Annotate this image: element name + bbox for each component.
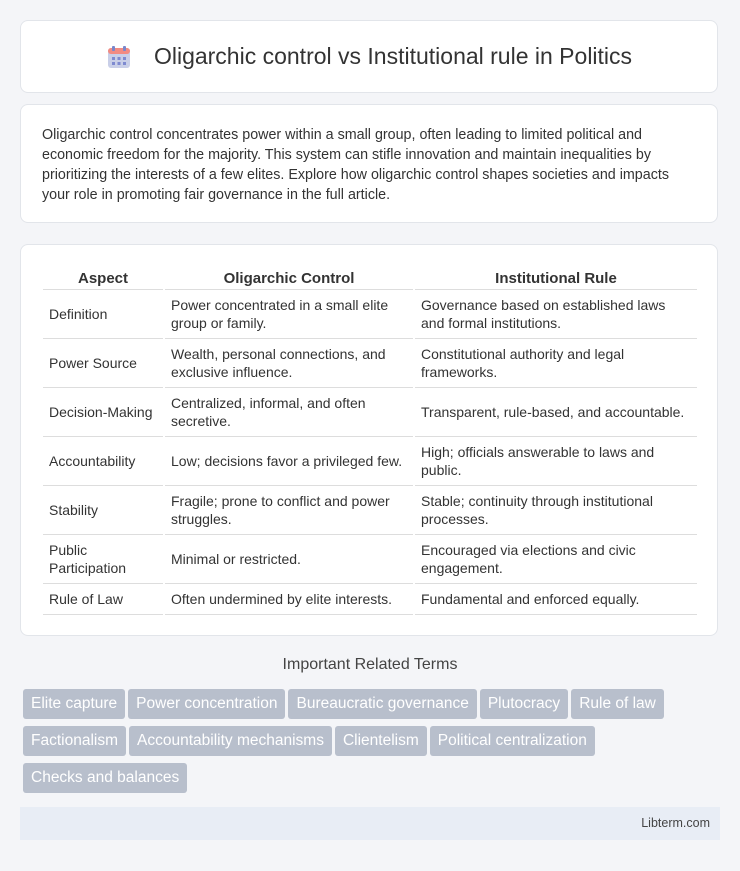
tag-plutocracy[interactable]: Plutocracy [480, 689, 568, 719]
tag-power-concentration[interactable]: Power concentration [128, 689, 285, 719]
cell-oligarchic: Low; decisions favor a privileged few. [165, 437, 413, 486]
tag-political-centralization[interactable]: Political centralization [430, 726, 595, 756]
table-row [43, 339, 697, 388]
cell-oligarchic: Centralized, informal, and often secretive. [165, 388, 413, 437]
title-card [20, 20, 718, 93]
cell-oligarchic: Fragile; prone to conflict and power struggles. [165, 486, 413, 535]
cell-institutional: Constitutional authority and legal frameworks. [415, 339, 697, 388]
cell-aspect: Definition [43, 290, 163, 339]
cell-institutional: Governance based on established laws and formal institutions. [415, 290, 697, 339]
cell-aspect: Decision-Making [43, 388, 163, 437]
tag-factionalism[interactable]: Factionalism [23, 726, 126, 756]
page-title: Oligarchic control vs Institutional rule in Politics [153, 43, 633, 69]
table-row [43, 388, 697, 437]
comparison-table [41, 267, 699, 615]
cell-aspect: Rule of Law [43, 584, 163, 615]
tag-bureaucratic-governance[interactable]: Bureaucratic governance [288, 689, 476, 719]
header-oligarchic: Oligarchic Control [165, 267, 413, 290]
cell-institutional: Transparent, rule-based, and accountable. [415, 388, 697, 437]
cell-oligarchic: Often undermined by elite interests. [165, 584, 413, 615]
cell-aspect: Power Source [43, 339, 163, 388]
header-institutional: Institutional Rule [415, 267, 697, 290]
table-row [43, 437, 697, 486]
comparison-card [20, 244, 718, 636]
footer [20, 807, 720, 840]
table-row [43, 486, 697, 535]
cell-oligarchic: Wealth, personal connections, and exclusive influence. [165, 339, 413, 388]
cell-aspect: Accountability [43, 437, 163, 486]
intro-card [20, 104, 718, 223]
tag-clientelism[interactable]: Clientelism [335, 726, 427, 756]
cell-aspect: Public Participation [43, 535, 163, 584]
cell-institutional: Stable; continuity through institutional processes. [415, 486, 697, 535]
cell-oligarchic: Minimal or restricted. [165, 535, 413, 584]
tag-accountability-mechanisms[interactable]: Accountability mechanisms [129, 726, 332, 756]
calendar-icon [106, 44, 132, 70]
tag-elite-capture[interactable]: Elite capture [23, 689, 125, 719]
intro-text: Oligarchic control concentrates power within a small group, often leading to limited political and economic freedom for the majority. This system can stifle innovation and maintain inequalities by prioritizing the interests of a few elites. Explore how oligarchic control shapes societies and impacts your role in promoting fair governance in the full article. [42, 127, 669, 203]
header-aspect: Aspect [43, 267, 163, 290]
footer-site-link[interactable]: Libterm.com [641, 816, 710, 830]
cell-aspect: Stability [43, 486, 163, 535]
cell-institutional: Fundamental and enforced equally. [415, 584, 697, 615]
cell-institutional: High; officials answerable to laws and public. [415, 437, 697, 486]
cell-institutional: Encouraged via elections and civic engagement. [415, 535, 697, 584]
related-terms-heading: Important Related Terms [282, 656, 458, 673]
table-row [43, 535, 697, 584]
tag-rule-of-law[interactable]: Rule of law [571, 689, 664, 719]
cell-oligarchic: Power concentrated in a small elite group or family. [165, 290, 413, 339]
related-terms-list [23, 689, 713, 800]
table-row [43, 584, 697, 615]
tag-checks-and-balances[interactable]: Checks and balances [23, 763, 187, 793]
table-row [43, 290, 697, 339]
